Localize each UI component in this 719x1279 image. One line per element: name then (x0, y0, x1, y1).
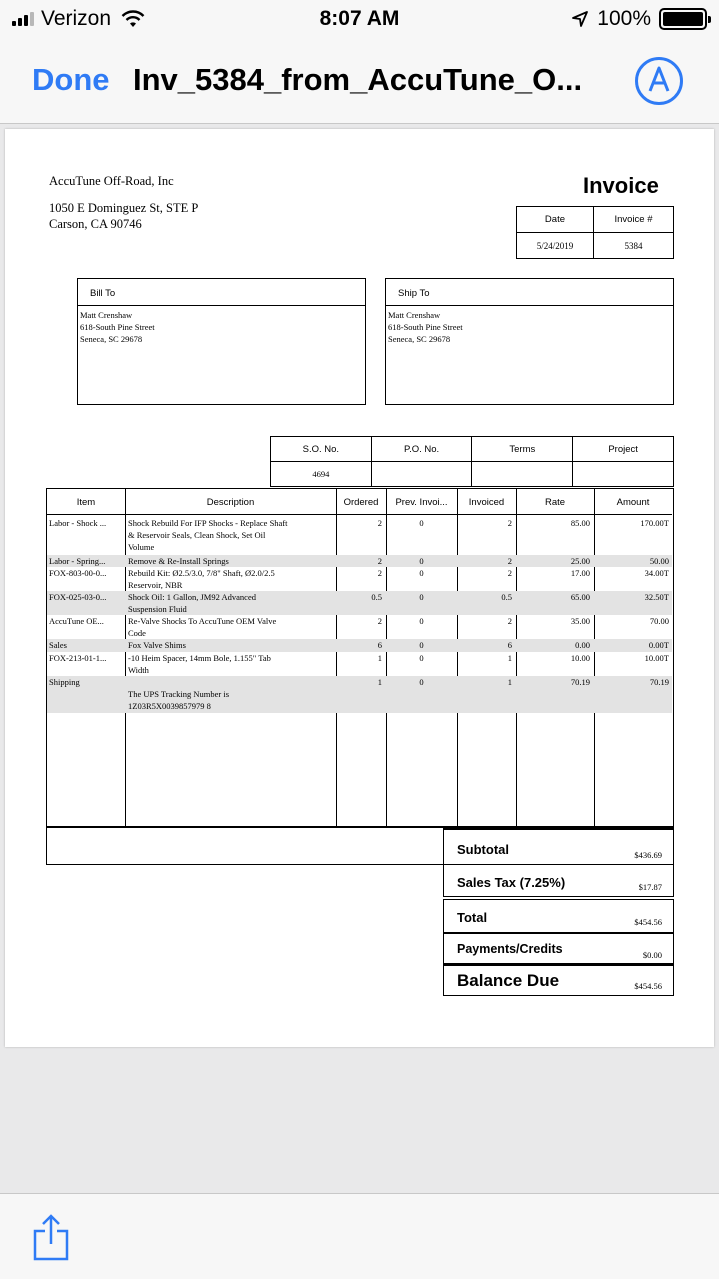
row-ordered: 1 (377, 653, 382, 663)
row-amount: 170.00T (640, 518, 669, 528)
ship-to-line: 618-South Pine Street (388, 322, 463, 332)
row-invoiced: 6 (507, 640, 512, 650)
row-item: AccuTune OE... (49, 616, 104, 626)
row-description: Remove & Re-Install Springs (128, 556, 229, 566)
line-items-table (46, 488, 674, 828)
row-ordered: 6 (377, 640, 382, 650)
row-rate: 35.00 (570, 616, 590, 626)
battery-percent: 100% (597, 7, 651, 30)
sales-tax-label: Sales Tax (7.25%) (457, 875, 566, 890)
column-invoiced: Invoiced (457, 489, 516, 515)
row-item: FOX-025-03-0... (49, 592, 107, 602)
table-row (47, 652, 672, 676)
row-prev: 0 (419, 616, 424, 626)
total-value: $454.56 (634, 917, 662, 927)
navigation-bar (0, 40, 719, 124)
row-ordered: 2 (377, 556, 382, 566)
row-amount: 10.00T (644, 653, 669, 663)
ship-to-box (385, 278, 674, 405)
row-invoiced: 2 (507, 556, 512, 566)
row-amount: 70.19 (649, 677, 669, 687)
so-label: S.O. No. (271, 437, 372, 462)
row-invoiced: 1 (507, 677, 512, 687)
row-item: FOX-803-00-0... (49, 568, 107, 578)
row-prev: 0 (419, 568, 424, 578)
row-ordered: 1 (377, 677, 382, 687)
table-row (47, 591, 672, 615)
column-rate: Rate (516, 489, 594, 515)
sales-tax-box (443, 864, 674, 897)
bill-to-line: Matt Crenshaw (80, 310, 133, 320)
row-amount: 50.00 (649, 556, 669, 566)
date-value: 5/24/2019 (517, 233, 594, 259)
subtotal-value: $436.69 (634, 850, 662, 860)
table-row (47, 555, 672, 567)
total-box (443, 899, 674, 933)
ship-to-address (386, 306, 673, 345)
row-item: Sales (49, 640, 67, 650)
status-right (571, 7, 707, 31)
balance-due-box (443, 964, 674, 996)
row-description: Shock Oil: 1 Gallon, JM92 Advanced Suspension Fluid (128, 592, 256, 614)
share-icon[interactable] (32, 1214, 70, 1262)
so-value: 4694 (271, 462, 372, 487)
column-amount: Amount (594, 489, 672, 515)
balance-due-label: Balance Due (457, 971, 560, 990)
row-description: Rebuild Kit: Ø2.5/3.0, 7/8" Shaft, Ø2.0/2.5 Reservoir, NBR (128, 568, 275, 590)
row-amount: 34.00T (644, 568, 669, 578)
column-description: Description (125, 489, 336, 515)
table-row (47, 639, 672, 652)
balance-due-value: $454.56 (634, 981, 662, 991)
row-invoiced: 2 (507, 616, 512, 626)
row-amount: 32.50T (644, 592, 669, 602)
subtotal-box (443, 828, 674, 865)
row-description: Shock Rebuild For IFP Shocks - Replace Shaft & Reservoir Seals, Clean Shock, Set Oil Volume (128, 518, 288, 552)
table-row (47, 517, 672, 555)
bill-to-line: 618-South Pine Street (80, 322, 155, 332)
company-name: AccuTune Off-Road, Inc (49, 174, 174, 188)
row-amount: 70.00 (649, 616, 669, 626)
project-label: Project (573, 437, 674, 462)
column-prev-invoiced: Prev. Invoi... (386, 489, 457, 515)
bill-to-label: Bill To (78, 279, 365, 306)
terms-label: Terms (472, 437, 573, 462)
markup-icon[interactable] (634, 56, 684, 106)
ship-to-line: Matt Crenshaw (388, 310, 441, 320)
payments-value: $0.00 (642, 950, 662, 960)
row-prev: 0 (419, 592, 424, 602)
payments-label: Payments/Credits (457, 942, 563, 956)
carrier-name: Verizon (41, 7, 112, 30)
row-rate: 25.00 (570, 556, 590, 566)
row-prev: 0 (419, 653, 424, 663)
row-item: Labor - Shock ... (49, 518, 107, 528)
row-rate: 10.00 (570, 653, 590, 663)
row-prev: 0 (419, 556, 424, 566)
bill-to-line: Seneca, SC 29678 (80, 334, 143, 344)
invoice-header-table (516, 206, 674, 259)
invoice-title: Invoice (583, 173, 659, 198)
row-invoiced: 0.5 (501, 592, 512, 602)
subtotal-label: Subtotal (457, 842, 509, 857)
order-info-table (270, 436, 674, 487)
row-ordered: 2 (377, 616, 382, 626)
row-ordered: 2 (377, 518, 382, 528)
document-title: Inv_5384_from_AccuTune_O... (133, 62, 583, 97)
battery-icon (659, 8, 707, 30)
terms-value (472, 462, 573, 487)
invoice-number-value: 5384 (593, 233, 673, 259)
total-label: Total (457, 910, 488, 925)
row-prev: 0 (419, 640, 424, 650)
project-value (573, 462, 674, 487)
column-ordered: Ordered (336, 489, 386, 515)
row-amount: 0.00T (648, 640, 669, 650)
row-item: Labor - Spring... (49, 556, 106, 566)
bill-to-address (78, 306, 365, 345)
row-invoiced: 2 (507, 568, 512, 578)
row-rate: 65.00 (570, 592, 590, 602)
row-rate: 85.00 (570, 518, 590, 528)
row-invoiced: 1 (507, 653, 512, 663)
sales-tax-value: $17.87 (638, 882, 662, 892)
row-description: -10 Heim Spacer, 14mm Bole, 1.155" Tab Width (128, 653, 271, 675)
po-value (371, 462, 472, 487)
row-prev: 0 (419, 518, 424, 528)
table-row (47, 615, 672, 639)
table-row (47, 567, 672, 591)
row-invoiced: 2 (507, 518, 512, 528)
row-description: The UPS Tracking Number is 1Z03R5X0039857979 8 (128, 689, 230, 711)
date-label: Date (517, 207, 594, 233)
table-row (47, 676, 672, 713)
row-prev: 0 (419, 677, 424, 687)
row-ordered: 2 (377, 568, 382, 578)
column-item: Item (47, 489, 125, 515)
company-address-line-2: Carson, CA 90746 (49, 217, 142, 231)
footer-message-box (46, 828, 444, 865)
row-description: Fox Valve Shims (128, 640, 186, 650)
ship-to-label: Ship To (386, 279, 673, 306)
company-address-line-1: 1050 E Dominguez St, STE P (49, 201, 199, 215)
location-arrow-icon (571, 10, 589, 28)
invoice-number-label: Invoice # (593, 207, 673, 233)
row-item: FOX-213-01-1... (49, 653, 107, 663)
row-rate: 17.00 (570, 568, 590, 578)
bill-to-box (77, 278, 366, 405)
payments-box (443, 933, 674, 964)
row-rate: 70.19 (570, 677, 590, 687)
row-ordered: 0.5 (371, 592, 382, 602)
po-label: P.O. No. (371, 437, 472, 462)
invoice-page (5, 129, 714, 1047)
status-bar (0, 0, 719, 40)
row-description: Re-Valve Shocks To AccuTune OEM Valve Code (128, 616, 277, 638)
ship-to-line: Seneca, SC 29678 (388, 334, 451, 344)
done-button[interactable]: Done (32, 62, 110, 97)
clock: 8:07 AM (319, 7, 400, 30)
row-rate: 0.00 (575, 640, 590, 650)
row-item: Shipping (49, 677, 80, 687)
bottom-toolbar (0, 1193, 719, 1279)
company-address (49, 200, 198, 232)
